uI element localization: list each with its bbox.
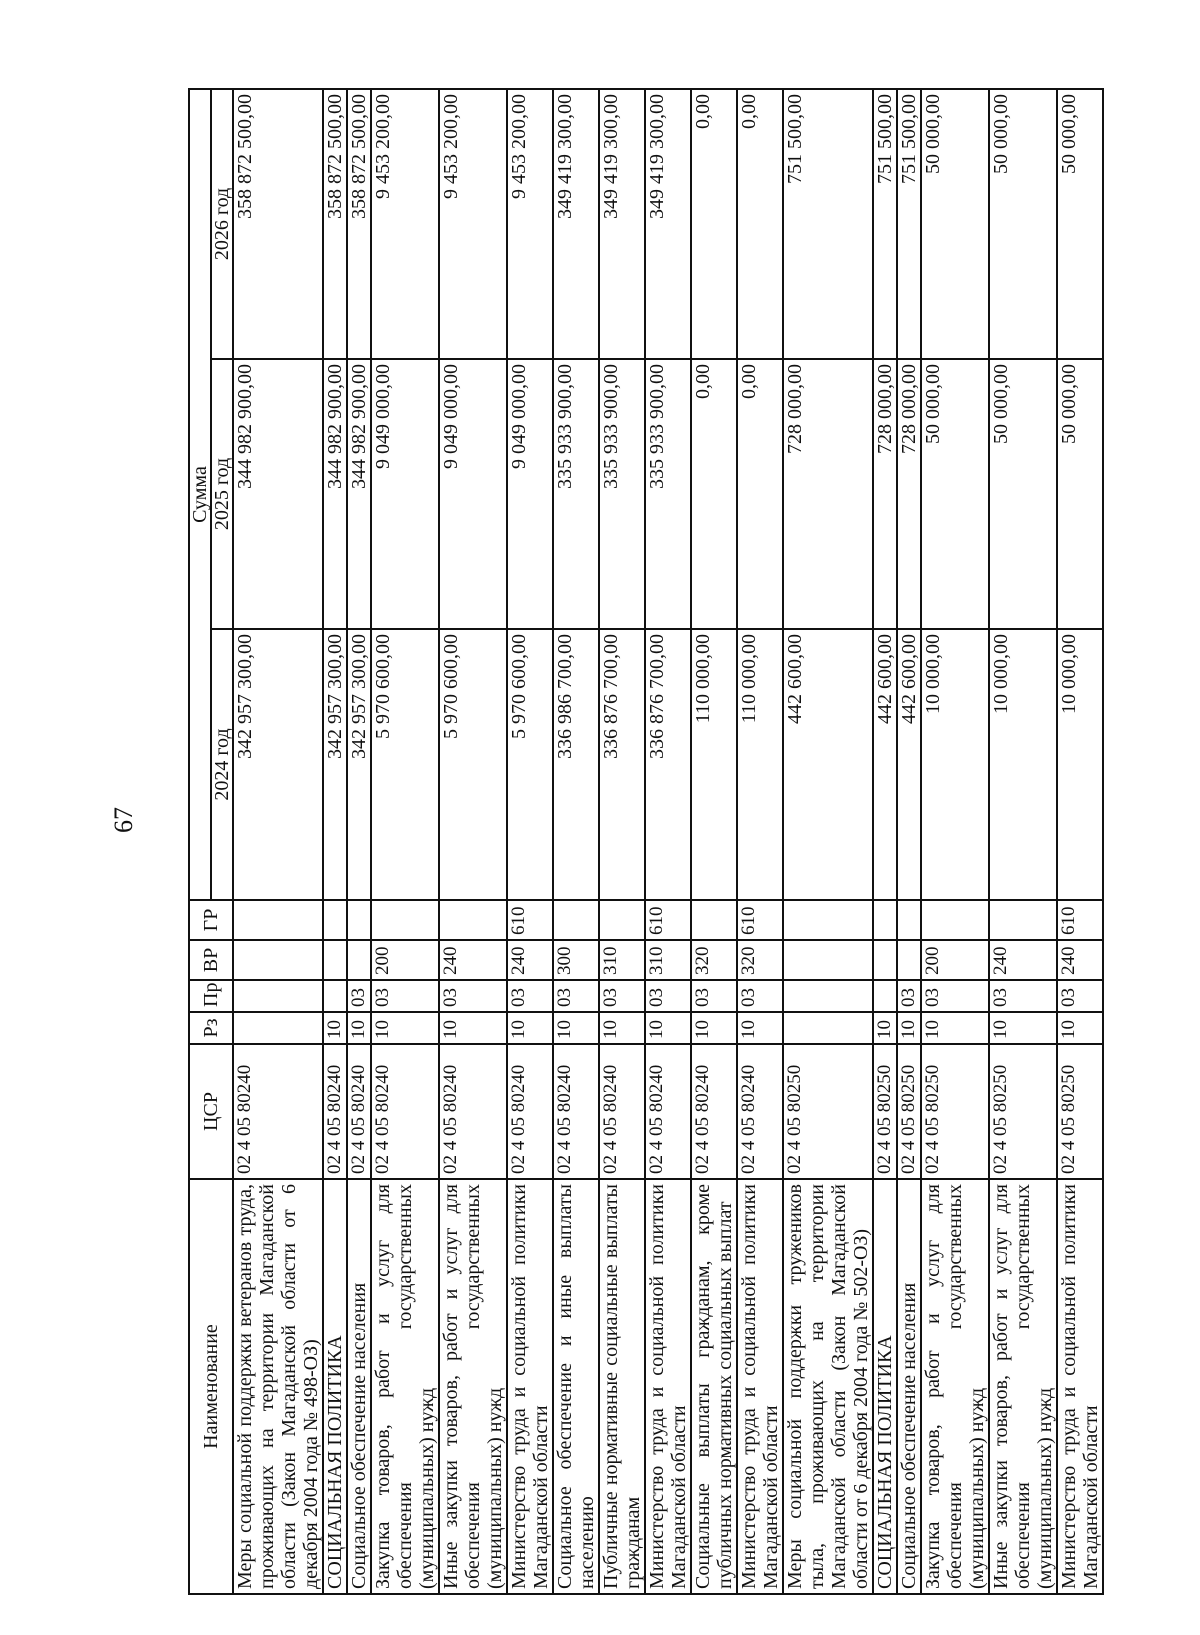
- table-cell-rz: 10: [371, 1012, 439, 1044]
- table-cell-2025: 9 049 000,00: [439, 359, 507, 629]
- table-cell-2024: 10 000,00: [1057, 629, 1103, 900]
- table-cell-pr: 03: [553, 980, 599, 1012]
- table-cell-name: Иные закупки товаров, работ и услуг для обеспечения государственных (муниципальных) нужд: [439, 1179, 507, 1594]
- table-cell-vr: 300: [553, 940, 599, 980]
- table-cell-name: Закупка товаров, работ и услуг для обеспечения государственных (муниципальных) нужд: [371, 1179, 439, 1594]
- header-rz: Рз: [189, 1012, 233, 1044]
- table-cell-csr: 02 4 05 80240: [347, 1044, 371, 1179]
- table-cell-2026: 349 419 300,00: [553, 89, 599, 359]
- table-cell-2024: 5 970 600,00: [371, 629, 439, 900]
- table-cell-2026: 9 453 200,00: [439, 89, 507, 359]
- table-cell-gr: [873, 900, 897, 940]
- table-cell-csr: 02 4 05 80240: [599, 1044, 645, 1179]
- table-cell-gr: [233, 900, 323, 940]
- table-cell-2026: 751 500,00: [783, 89, 873, 359]
- table-cell-gr: [439, 900, 507, 940]
- table-cell-csr: 02 4 05 80250: [897, 1044, 921, 1179]
- table-cell-pr: 03: [1057, 980, 1103, 1012]
- table-cell-2026: 0,00: [691, 89, 737, 359]
- table-row: [897, 89, 921, 1594]
- table-cell-gr: [599, 900, 645, 940]
- table-row: [873, 89, 897, 1594]
- table-cell-gr: [921, 900, 989, 940]
- table-row: [1057, 89, 1103, 1594]
- table-cell-rz: 10: [873, 1012, 897, 1044]
- table-cell-vr: 310: [599, 940, 645, 980]
- table-cell-vr: 200: [371, 940, 439, 980]
- table-cell-2026: 50 000,00: [921, 89, 989, 359]
- table-row: [439, 89, 507, 1594]
- table-cell-rz: 10: [347, 1012, 371, 1044]
- table-cell-pr: 03: [989, 980, 1057, 1012]
- table-cell-csr: 02 4 05 80250: [783, 1044, 873, 1179]
- table-row: [323, 89, 347, 1594]
- table-cell-pr: 03: [439, 980, 507, 1012]
- page-number: 67: [109, 807, 138, 833]
- table-cell-2025: 335 933 900,00: [645, 359, 691, 629]
- table-cell-gr: [783, 900, 873, 940]
- table-cell-2025: 0,00: [737, 359, 783, 629]
- table-cell-rz: 10: [989, 1012, 1057, 1044]
- table-cell-rz: 10: [323, 1012, 347, 1044]
- table-row: [783, 89, 873, 1594]
- table-cell-2025: 344 982 900,00: [233, 359, 323, 629]
- table-row: [553, 89, 599, 1594]
- table-cell-name: Меры социальной поддержки тружеников тыла, проживающих на территории Магаданской области (Закон Магаданской области от 6 декабря 2004 года № 502-ОЗ): [783, 1179, 873, 1594]
- table-cell-2025: 728 000,00: [873, 359, 897, 629]
- table-cell-gr: [347, 900, 371, 940]
- table-cell-rz: [233, 1012, 323, 1044]
- table-cell-csr: 02 4 05 80250: [1057, 1044, 1103, 1179]
- table-cell-vr: [783, 940, 873, 980]
- table-cell-pr: 03: [691, 980, 737, 1012]
- table-cell-pr: 03: [737, 980, 783, 1012]
- table-cell-2026: 9 453 200,00: [507, 89, 553, 359]
- table-cell-csr: 02 4 05 80240: [233, 1044, 323, 1179]
- table-cell-2024: 5 970 600,00: [507, 629, 553, 900]
- header-pr: Пр: [189, 980, 233, 1012]
- table-cell-name: Социальные выплаты гражданам, кроме публичных нормативных социальных выплат: [691, 1179, 737, 1594]
- table-cell-vr: 320: [737, 940, 783, 980]
- table-cell-vr: 240: [989, 940, 1057, 980]
- table-cell-name: Закупка товаров, работ и услуг для обеспечения государственных (муниципальных) нужд: [921, 1179, 989, 1594]
- table-cell-rz: 10: [507, 1012, 553, 1044]
- budget-table-container: [188, 90, 1102, 1595]
- table-cell-csr: 02 4 05 80240: [645, 1044, 691, 1179]
- header-sum: Сумма: [189, 89, 211, 900]
- table-cell-2025: 335 933 900,00: [553, 359, 599, 629]
- table-cell-csr: 02 4 05 80250: [989, 1044, 1057, 1179]
- table-cell-2024: 442 600,00: [897, 629, 921, 900]
- table-cell-vr: 200: [921, 940, 989, 980]
- table-cell-csr: 02 4 05 80240: [691, 1044, 737, 1179]
- header-2024: 2024 год: [211, 629, 233, 900]
- table-cell-name: СОЦИАЛЬНАЯ ПОЛИТИКА: [323, 1179, 347, 1594]
- table-cell-name: Социальное обеспечение и иные выплаты населению: [553, 1179, 599, 1594]
- header-row-1: [189, 89, 211, 1594]
- table-cell-gr: [323, 900, 347, 940]
- table-cell-2026: 751 500,00: [897, 89, 921, 359]
- table-cell-2026: 9 453 200,00: [371, 89, 439, 359]
- table-cell-2024: 110 000,00: [737, 629, 783, 900]
- table-cell-vr: 320: [691, 940, 737, 980]
- table-cell-2025: 728 000,00: [897, 359, 921, 629]
- table-cell-2024: 442 600,00: [873, 629, 897, 900]
- table-row: [691, 89, 737, 1594]
- table-cell-pr: 03: [347, 980, 371, 1012]
- table-cell-2025: 0,00: [691, 359, 737, 629]
- table-cell-2026: 358 872 500,00: [347, 89, 371, 359]
- table-row: [989, 89, 1057, 1594]
- table-cell-2024: 336 986 700,00: [553, 629, 599, 900]
- table-cell-name: Публичные нормативные социальные выплаты гражданам: [599, 1179, 645, 1594]
- table-cell-csr: 02 4 05 80240: [507, 1044, 553, 1179]
- table-cell-2025: 50 000,00: [989, 359, 1057, 629]
- table-cell-2025: 335 933 900,00: [599, 359, 645, 629]
- table-cell-vr: [897, 940, 921, 980]
- table-cell-rz: 10: [553, 1012, 599, 1044]
- table-cell-pr: 03: [599, 980, 645, 1012]
- table-cell-rz: 10: [439, 1012, 507, 1044]
- table-cell-2025: 50 000,00: [921, 359, 989, 629]
- table-cell-2025: 9 049 000,00: [507, 359, 553, 629]
- header-2026: 2026 год: [211, 89, 233, 359]
- header-2025: 2025 год: [211, 359, 233, 629]
- table-row: [645, 89, 691, 1594]
- budget-table: [188, 88, 1104, 1595]
- table-cell-vr: [323, 940, 347, 980]
- table-cell-gr: 610: [507, 900, 553, 940]
- table-row: [921, 89, 989, 1594]
- table-cell-csr: 02 4 05 80240: [553, 1044, 599, 1179]
- table-cell-2024: 10 000,00: [989, 629, 1057, 900]
- table-cell-2026: 349 419 300,00: [599, 89, 645, 359]
- table-cell-rz: [783, 1012, 873, 1044]
- header-vr: ВР: [189, 940, 233, 980]
- table-cell-2026: 50 000,00: [989, 89, 1057, 359]
- table-cell-2024: 336 876 700,00: [599, 629, 645, 900]
- table-cell-vr: 240: [1057, 940, 1103, 980]
- table-row: [507, 89, 553, 1594]
- header-name: Наименование: [189, 1179, 233, 1594]
- table-cell-pr: 03: [921, 980, 989, 1012]
- table-cell-2026: 349 419 300,00: [645, 89, 691, 359]
- table-cell-2024: 442 600,00: [783, 629, 873, 900]
- table-cell-csr: 02 4 05 80250: [873, 1044, 897, 1179]
- table-cell-2025: 50 000,00: [1057, 359, 1103, 629]
- table-cell-2026: 0,00: [737, 89, 783, 359]
- table-cell-rz: 10: [737, 1012, 783, 1044]
- table-cell-2025: 728 000,00: [783, 359, 873, 629]
- table-cell-csr: 02 4 05 80240: [371, 1044, 439, 1179]
- table-row: [371, 89, 439, 1594]
- table-cell-rz: 10: [921, 1012, 989, 1044]
- table-cell-vr: 240: [439, 940, 507, 980]
- table-cell-csr: 02 4 05 80240: [439, 1044, 507, 1179]
- table-cell-rz: 10: [691, 1012, 737, 1044]
- table-cell-rz: 10: [599, 1012, 645, 1044]
- table-cell-csr: 02 4 05 80250: [921, 1044, 989, 1179]
- table-cell-2024: 342 957 300,00: [323, 629, 347, 900]
- table-cell-vr: 310: [645, 940, 691, 980]
- table-cell-name: СОЦИАЛЬНАЯ ПОЛИТИКА: [873, 1179, 897, 1594]
- table-cell-rz: 10: [645, 1012, 691, 1044]
- table-cell-2025: 344 982 900,00: [323, 359, 347, 629]
- table-cell-pr: [873, 980, 897, 1012]
- table-cell-rz: 10: [897, 1012, 921, 1044]
- table-cell-name: Социальное обеспечение населения: [347, 1179, 371, 1594]
- table-cell-2024: 336 876 700,00: [645, 629, 691, 900]
- table-cell-gr: 610: [737, 900, 783, 940]
- table-cell-rz: 10: [1057, 1012, 1103, 1044]
- table-cell-2026: 358 872 500,00: [323, 89, 347, 359]
- table-cell-2026: 358 872 500,00: [233, 89, 323, 359]
- table-cell-gr: [371, 900, 439, 940]
- table-cell-vr: [873, 940, 897, 980]
- table-cell-vr: [233, 940, 323, 980]
- table-row: [233, 89, 323, 1594]
- table-cell-pr: 03: [507, 980, 553, 1012]
- table-cell-name: Министерство труда и социальной политики Магаданской области: [645, 1179, 691, 1594]
- table-cell-pr: 03: [897, 980, 921, 1012]
- table-row: [347, 89, 371, 1594]
- table-cell-gr: [897, 900, 921, 940]
- table-cell-name: Министерство труда и социальной политики Магаданской области: [507, 1179, 553, 1594]
- table-cell-2024: 342 957 300,00: [233, 629, 323, 900]
- table-cell-name: Министерство труда и социальной политики Магаданской области: [1057, 1179, 1103, 1594]
- table-body: [233, 89, 1103, 1594]
- table-cell-2026: 50 000,00: [1057, 89, 1103, 359]
- table-cell-2024: 342 957 300,00: [347, 629, 371, 900]
- table-cell-2026: 751 500,00: [873, 89, 897, 359]
- header-gr: ГР: [189, 900, 233, 940]
- table-cell-name: Министерство труда и социальной политики Магаданской области: [737, 1179, 783, 1594]
- table-cell-pr: [783, 980, 873, 1012]
- header-csr: ЦСР: [189, 1044, 233, 1179]
- table-cell-gr: 610: [645, 900, 691, 940]
- table-cell-name: Иные закупки товаров, работ и услуг для обеспечения государственных (муниципальных) нужд: [989, 1179, 1057, 1594]
- table-cell-2025: 9 049 000,00: [371, 359, 439, 629]
- table-cell-csr: 02 4 05 80240: [323, 1044, 347, 1179]
- table-cell-pr: 03: [371, 980, 439, 1012]
- table-row: [737, 89, 783, 1594]
- table-cell-2024: 5 970 600,00: [439, 629, 507, 900]
- table-cell-vr: 240: [507, 940, 553, 980]
- table-cell-csr: 02 4 05 80240: [737, 1044, 783, 1179]
- table-cell-name: Социальное обеспечение населения: [897, 1179, 921, 1594]
- table-cell-gr: [691, 900, 737, 940]
- table-cell-pr: 03: [645, 980, 691, 1012]
- table-cell-pr: [323, 980, 347, 1012]
- table-cell-gr: [553, 900, 599, 940]
- table-cell-gr: 610: [1057, 900, 1103, 940]
- table-cell-name: Меры социальной поддержки ветеранов труда, проживающих на территории Магаданской области (Закон Магаданской области от 6 декабря 2004 года № 498-ОЗ): [233, 1179, 323, 1594]
- table-cell-2024: 110 000,00: [691, 629, 737, 900]
- table-row: [599, 89, 645, 1594]
- table-cell-vr: [347, 940, 371, 980]
- table-cell-pr: [233, 980, 323, 1012]
- table-cell-2024: 10 000,00: [921, 629, 989, 900]
- table-cell-2025: 344 982 900,00: [347, 359, 371, 629]
- table-cell-gr: [989, 900, 1057, 940]
